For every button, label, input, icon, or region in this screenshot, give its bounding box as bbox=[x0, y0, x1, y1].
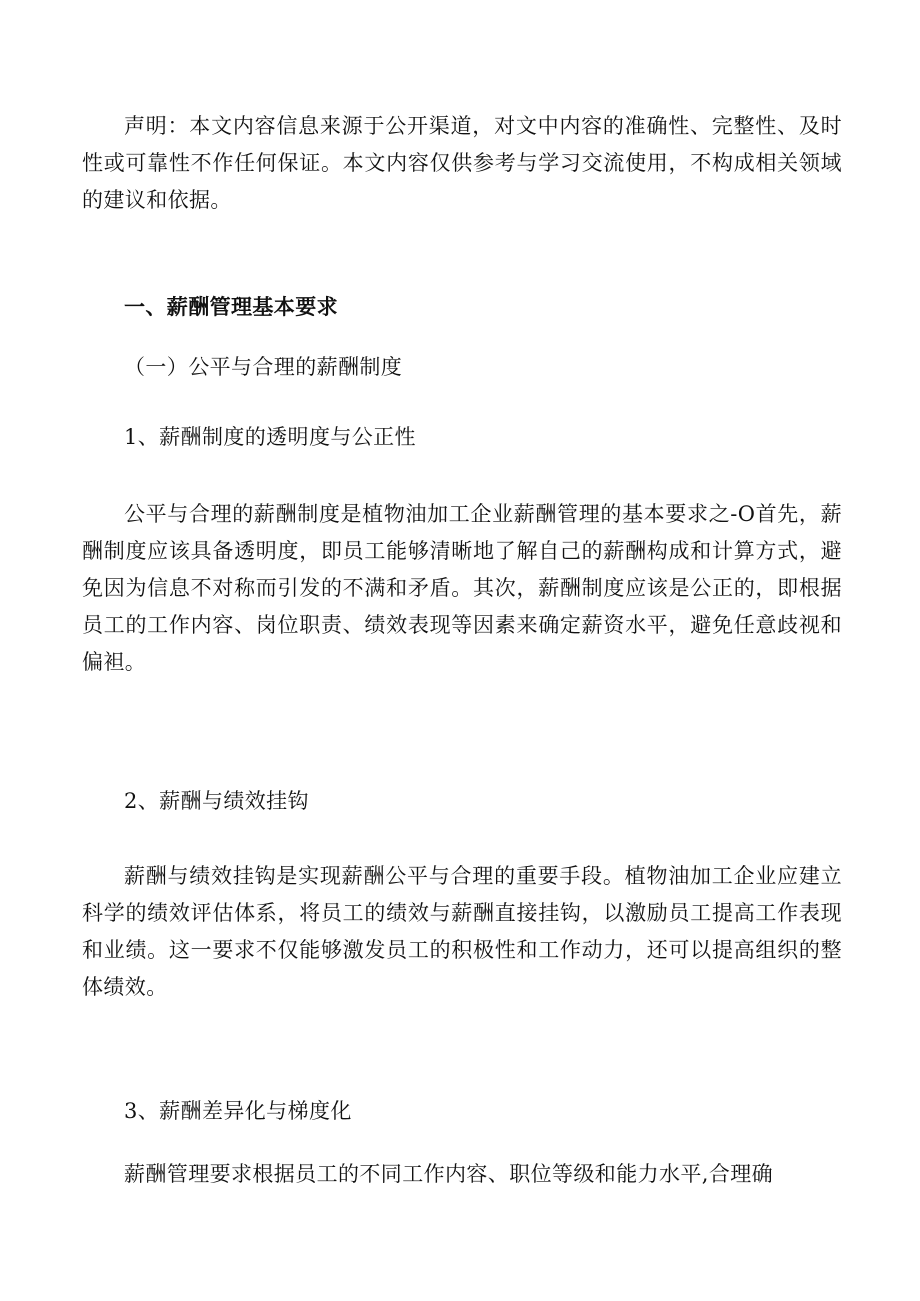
section-title: 一、薪酬管理基本要求 bbox=[124, 295, 338, 319]
item-3-body: 薪酬管理要求根据员工的不同工作内容、职位等级和能力水平,合理确 bbox=[124, 1162, 774, 1186]
disclaimer-paragraph: 声明：本文内容信息来源于公开渠道，对文中内容的准确性、完整性、及时性或可靠性不作任何保证。本文内容仅供参考与学习交流使用，不构成相关领域的建议和依据。 bbox=[82, 114, 842, 212]
subsection-title: （一）公平与合理的薪酬制度 bbox=[124, 355, 403, 379]
item-1-body: 公平与合理的薪酬制度是植物油加工企业薪酬管理的基本要求之-O首先，薪酬制度应该具备透明度，即员工能够清晰地了解自己的薪酬构成和计算方式，避免因为信息不对称而引发的不满和矛盾。其次，薪酬制度应该是公正的，即根据员工的工作内容、岗位职责、绩效表现等因素来确定薪资水平，避免任意歧视和偏袒。 bbox=[82, 502, 842, 674]
item-3-heading: 3、薪酬差异化与梯度化 bbox=[124, 1099, 352, 1123]
item-2-heading: 2、薪酬与绩效挂钩 bbox=[124, 789, 309, 813]
item-1-heading: 1、薪酬制度的透明度与公正性 bbox=[124, 425, 416, 449]
item-2-body: 薪酬与绩效挂钩是实现薪酬公平与合理的重要手段。植物油加工企业应建立科学的绩效评估体系，将员工的绩效与薪酬直接挂钩，以激励员工提高工作表现和业绩。这一要求不仅能够激发员工的积极性和工作动力，还可以提高组织的整体绩效。 bbox=[82, 864, 842, 999]
